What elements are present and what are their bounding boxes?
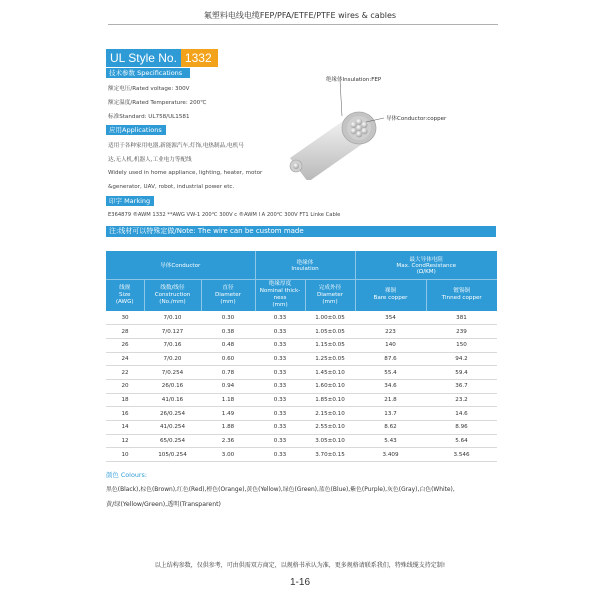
table-cell: 36.7 xyxy=(426,379,497,393)
cable-end-detail xyxy=(290,160,302,172)
header-outer-diameter: 完成外径 Diameter (mm) xyxy=(305,279,355,311)
table-cell: 14.6 xyxy=(426,407,497,421)
table-cell: 1.00±0.05 xyxy=(305,311,355,325)
table-row xyxy=(106,352,497,366)
table-cell: 1.88 xyxy=(201,421,255,435)
page-number: 1-16 xyxy=(289,577,310,588)
table-body xyxy=(106,311,497,462)
colours-label: 颜色 Colours: xyxy=(106,471,148,479)
header-divider xyxy=(108,24,498,25)
specs-heading: 技术参数 Specifications xyxy=(106,68,190,78)
table-cell: 8.96 xyxy=(426,421,497,435)
table-cell: 3.409 xyxy=(355,448,426,462)
table-cell: 0.78 xyxy=(201,366,255,380)
table-cell: 16 xyxy=(106,407,144,421)
table-cell: 28 xyxy=(106,325,144,339)
table-cell: 239 xyxy=(426,325,497,339)
table-cell: 2.36 xyxy=(201,434,255,448)
table-cell: 354 xyxy=(355,311,426,325)
table-cell: 3.05±0.10 xyxy=(305,434,355,448)
spec-voltage: 额定电压/Rated voltage: 300V xyxy=(108,86,190,92)
colours-line-2: 黄/绿(Yellow/Green),透明(Transparent) xyxy=(106,501,221,508)
table-cell: 1.15±0.05 xyxy=(305,338,355,352)
table-cell: 7/0.10 xyxy=(144,311,201,325)
colours-line-1: 黑色(Black),棕色(Brown),红色(Red),橙色(Orange),黄色(Yellow),绿色(Green),蓝色(Blue),紫色(Purple),灰色(Gray),白色(White), xyxy=(106,487,455,493)
table-cell: 23.2 xyxy=(426,393,497,407)
table-cell: 3.546 xyxy=(426,448,497,462)
header-bare-copper: 裸铜 Bare copper xyxy=(355,279,426,311)
table-row xyxy=(106,379,497,393)
table-cell: 2.15±0.10 xyxy=(305,407,355,421)
table-cell: 0.33 xyxy=(255,311,305,325)
header-thickness: 绝缘厚度 Nominal thick- ness (mm) xyxy=(255,279,305,311)
table-cell: 65/0.254 xyxy=(144,434,201,448)
page-header: 氟塑料电线电缆FEP/PFA/ETFE/PTFE wires & cables xyxy=(203,11,397,20)
table-cell: 105/0.254 xyxy=(144,448,201,462)
conductor-strands xyxy=(347,116,371,140)
style-label: UL Style No. xyxy=(106,49,181,67)
table-row xyxy=(106,448,497,462)
table-cell: 20 xyxy=(106,379,144,393)
header-size: 线规 Size (AWG) xyxy=(106,279,144,311)
style-title xyxy=(106,49,218,67)
spec-temperature: 额定温度/Rated Temperature: 200℃ xyxy=(108,100,207,106)
table-cell: 21.8 xyxy=(355,393,426,407)
table-cell: 22 xyxy=(106,366,144,380)
table-cell: 0.33 xyxy=(255,366,305,380)
application-line-4: &generator, UAV, robot, industrial power etc. xyxy=(108,184,235,190)
table-cell: 26/0.254 xyxy=(144,407,201,421)
table-cell: 0.33 xyxy=(255,434,305,448)
table-cell: 150 xyxy=(426,338,497,352)
table-cell: 7/0.16 xyxy=(144,338,201,352)
table-cell: 3.00 xyxy=(201,448,255,462)
table-cell: 13.7 xyxy=(355,407,426,421)
applications-heading: 应用Applications xyxy=(106,125,166,135)
header-resistance: 最大导体电阻 Max. CondResistance (Ω/KM) xyxy=(355,251,497,279)
custom-note: 注:线材可以特殊定做/Note: The wire can be custom made xyxy=(106,226,496,237)
table-cell: 94.2 xyxy=(426,352,497,366)
table-cell: 1.45±0.10 xyxy=(305,366,355,380)
table-cell: 26 xyxy=(106,338,144,352)
table-cell: 0.33 xyxy=(255,352,305,366)
marking-heading: 印字 Marking xyxy=(106,196,154,206)
table-cell: 5.64 xyxy=(426,434,497,448)
table-cell: 0.33 xyxy=(255,393,305,407)
table-cell: 18 xyxy=(106,393,144,407)
table-cell: 1.05±0.05 xyxy=(305,325,355,339)
table-cell: 1.85±0.10 xyxy=(305,393,355,407)
table-cell: 2.55±0.10 xyxy=(305,421,355,435)
table-cell: 0.38 xyxy=(201,325,255,339)
table-cell: 24 xyxy=(106,352,144,366)
header-diameter: 直径 Diameter (mm) xyxy=(201,279,255,311)
table-cell: 1.49 xyxy=(201,407,255,421)
table-cell: 0.33 xyxy=(255,421,305,435)
insulation-label: 绝缘体Insulation:FEP xyxy=(326,77,382,83)
table-cell: 26/0.16 xyxy=(144,379,201,393)
table-cell: 34.6 xyxy=(355,379,426,393)
table-cell: 55.4 xyxy=(355,366,426,380)
table-cell: 0.33 xyxy=(255,325,305,339)
header-conductor: 导体Conductor xyxy=(106,251,255,279)
table-cell: 0.30 xyxy=(201,311,255,325)
conductor-label: 导体Conductor:copper xyxy=(386,116,447,122)
application-line-2: 达,无人机,机器人,工业电力等配线 xyxy=(108,157,192,163)
table-cell: 381 xyxy=(426,311,497,325)
table-cell: 0.33 xyxy=(255,338,305,352)
table-cell: 41/0.254 xyxy=(144,421,201,435)
header-construction: 线数/线径 Construction (No./mm) xyxy=(144,279,201,311)
table-cell: 30 xyxy=(106,311,144,325)
table-cell: 7/0.254 xyxy=(144,366,201,380)
table-row xyxy=(106,421,497,435)
marking-text: E364879 ®AWM 1332 **AWG VW-1 200℃ 300V c ®AWM I A 200℃ 300V FT1 Linke Cable xyxy=(108,212,341,218)
table-cell: 0.48 xyxy=(201,338,255,352)
table-row xyxy=(106,338,497,352)
table-cell: 8.62 xyxy=(355,421,426,435)
header-insulation: 绝缘体 Insulation xyxy=(255,251,355,279)
table-cell: 12 xyxy=(106,434,144,448)
table-cell: 0.33 xyxy=(255,379,305,393)
table-row xyxy=(106,434,497,448)
table-cell: 5.43 xyxy=(355,434,426,448)
table-cell: 7/0.127 xyxy=(144,325,201,339)
footer-note: 以上结构参数，仅供参考，可由供需双方商定，以规格书承认为准，更多规格请联系我们，特殊线缆支持定制! xyxy=(154,562,446,569)
table-cell: 87.6 xyxy=(355,352,426,366)
table-row xyxy=(106,366,497,380)
application-line-3: Widely used in home appliance, lighting, heater, motor xyxy=(108,170,263,176)
spec-standard: 标准Standard: UL758/UL1581 xyxy=(108,114,190,120)
insulation-leader xyxy=(340,80,342,116)
table-cell: 140 xyxy=(355,338,426,352)
table-row xyxy=(106,407,497,421)
table-cell: 10 xyxy=(106,448,144,462)
table-cell: 1.60±0.10 xyxy=(305,379,355,393)
specs-table xyxy=(106,251,497,462)
header-tinned-copper: 镀锡铜 Tinned copper xyxy=(426,279,497,311)
table-cell: 0.33 xyxy=(255,407,305,421)
table-cell: 0.33 xyxy=(255,448,305,462)
table-cell: 1.25±0.05 xyxy=(305,352,355,366)
table-cell: 0.94 xyxy=(201,379,255,393)
table-row xyxy=(106,325,497,339)
table-cell: 0.60 xyxy=(201,352,255,366)
table-cell: 59.4 xyxy=(426,366,497,380)
cable-diagram xyxy=(276,70,496,180)
table-row xyxy=(106,393,497,407)
table-cell: 223 xyxy=(355,325,426,339)
table-cell: 1.18 xyxy=(201,393,255,407)
table-cell: 3.70±0.15 xyxy=(305,448,355,462)
table-row xyxy=(106,311,497,325)
table-cell: 41/0.16 xyxy=(144,393,201,407)
application-line-1: 适用于各种家用电器,新能源汽车,灯饰,电热制品,电机马 xyxy=(108,143,244,149)
table-cell: 14 xyxy=(106,421,144,435)
table-cell: 7/0.20 xyxy=(144,352,201,366)
style-number: 1332 xyxy=(181,49,218,67)
